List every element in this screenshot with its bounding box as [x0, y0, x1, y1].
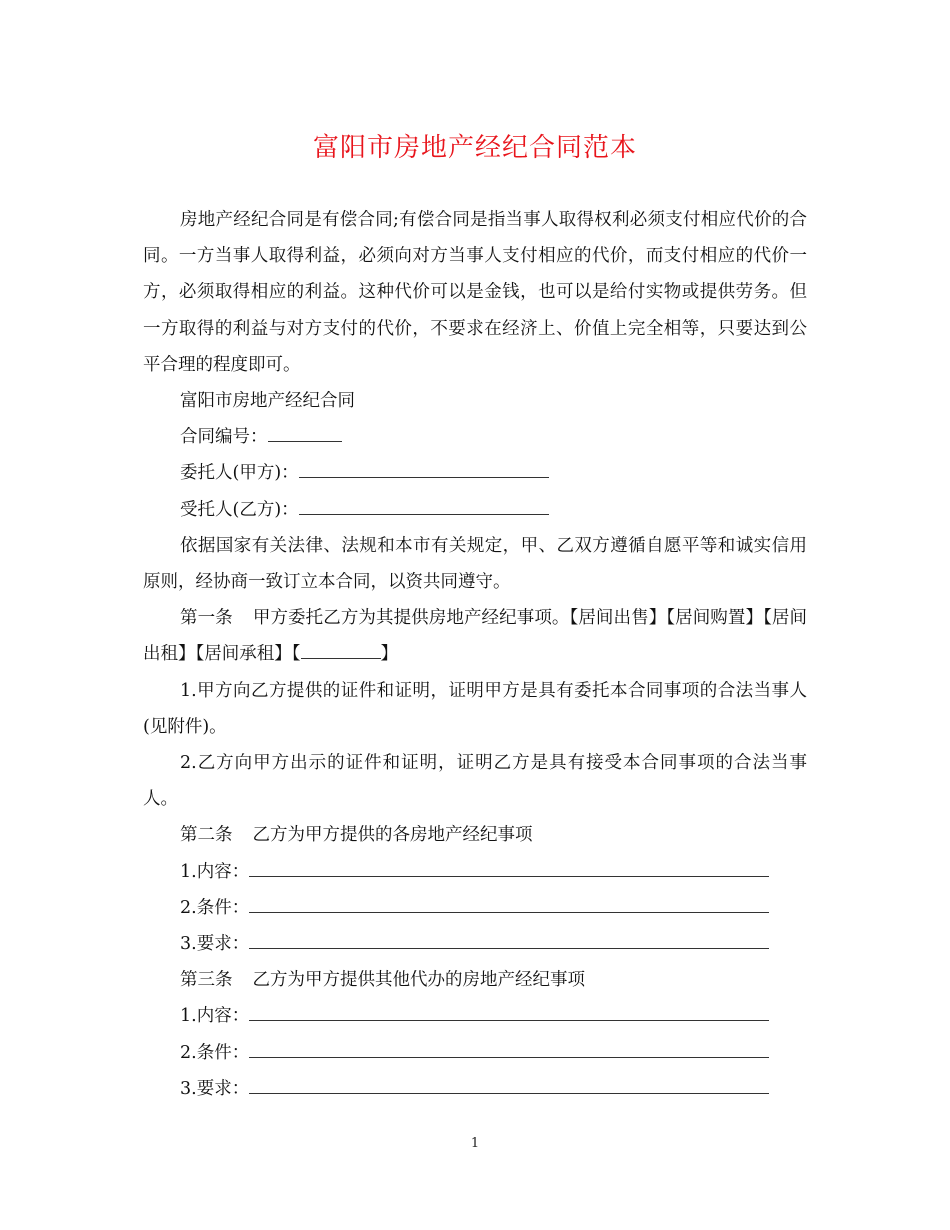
article-3-requirements-line	[143, 1071, 807, 1107]
contract-number-line	[143, 419, 807, 455]
party-a-label: 委托人(甲方)：	[180, 463, 299, 484]
party-b-blank	[299, 496, 549, 515]
article-3-conditions-label: 2.条件：	[180, 1042, 250, 1063]
basis-paragraph: 依据国家有关法律、法规和本市有关规定，甲、乙双方遵循自愿平等和诚实信用原则，经协商一致订立本合同，以资共同遵守。	[143, 535, 807, 593]
article-2-heading	[143, 817, 807, 853]
article-3-conditions-line	[143, 1035, 807, 1071]
document-body	[143, 202, 807, 1107]
document-title: 富阳市房地产经纪合同范本	[312, 133, 637, 163]
article-1-paragraph	[143, 600, 807, 672]
article-3-text: 乙方为甲方提供其他代办的房地产经纪事项	[252, 970, 585, 991]
article-1-text: 甲方委托乙方为其提供房地产经纪事项。【居间出售】【居间购置】【居间出租】【居间承租】【	[143, 608, 808, 665]
article-2-requirements-line	[143, 926, 807, 962]
contract-heading: 富阳市房地产经纪合同	[180, 391, 355, 412]
article-2-number: 第二条	[180, 825, 233, 846]
intro-paragraph: 房地产经纪合同是有偿合同;有偿合同是指当事人取得权利必须支付相应代价的合同。一方当事人取得利益，必须向对方当事人支付相应的代价，而支付相应的代价一方，必须取得相应的利益。这种代价可以是金钱，也可以是给付实物或提供劳务。但一方取得的利益与对方支付的代价，不要求在经济上、价值上完全相等，只要达到公平合理的程度即可。	[143, 210, 807, 375]
page-number: 1	[470, 1136, 480, 1151]
article-3-heading	[143, 962, 807, 998]
article-2-content-line	[143, 854, 807, 890]
article-3-content-line	[143, 998, 807, 1034]
article-1-close-bracket: 】	[380, 644, 398, 665]
article-3-content-label: 1.内容：	[180, 1006, 250, 1027]
article-3-requirements-label: 3.要求：	[180, 1078, 250, 1099]
article-1-blank	[301, 640, 381, 659]
contract-number-label: 合同编号：	[180, 427, 268, 448]
article-3-number: 第三条	[180, 970, 233, 991]
contract-number-blank	[268, 423, 342, 442]
article-2-conditions-blank	[249, 894, 769, 913]
article-3-content-blank	[249, 1002, 769, 1021]
article-2-text: 乙方为甲方提供的各房地产经纪事项	[252, 825, 533, 846]
article-2-requirements-blank	[249, 930, 769, 949]
party-a-line	[143, 455, 807, 491]
party-a-blank	[299, 459, 549, 478]
article-3-conditions-blank	[249, 1039, 769, 1058]
article-1-number: 第一条	[180, 608, 233, 629]
article-3-requirements-blank	[249, 1075, 769, 1094]
article-1-item-1: 1.甲方向乙方提供的证件和证明，证明甲方是具有委托本合同事项的合法当事人(见附件)。	[143, 680, 807, 737]
article-1-item-2: 2.乙方向甲方出示的证件和证明，证明乙方是具有接受本合同事项的合法当事人。	[143, 753, 807, 810]
article-2-content-blank	[249, 858, 769, 877]
party-b-line	[143, 492, 807, 528]
article-2-content-label: 1.内容：	[180, 861, 250, 882]
article-2-requirements-label: 3.要求：	[180, 934, 250, 955]
article-2-conditions-line	[143, 890, 807, 926]
article-2-conditions-label: 2.条件：	[180, 897, 250, 918]
party-b-label: 受托人(乙方)：	[180, 499, 299, 520]
